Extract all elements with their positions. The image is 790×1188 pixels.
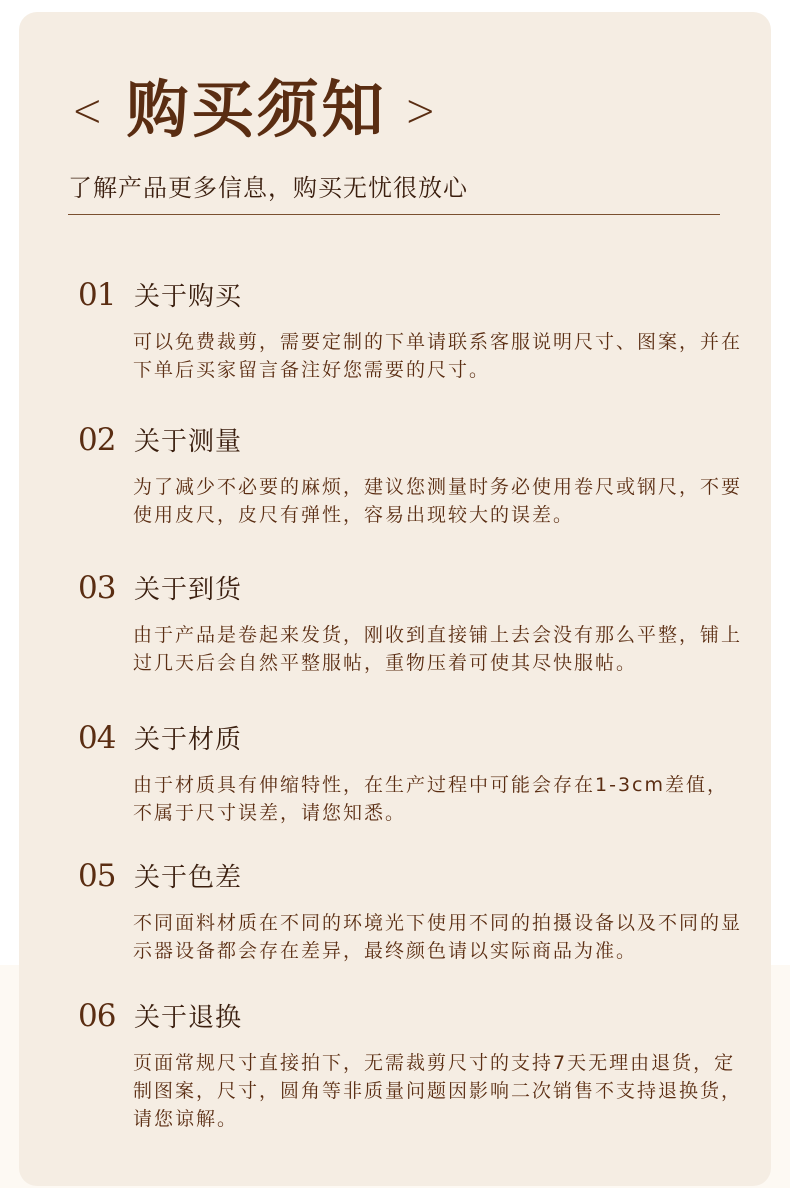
- header-divider: [68, 214, 720, 215]
- section-measurement: [78, 421, 758, 529]
- section-number: 02: [78, 422, 116, 458]
- section-number: 03: [78, 570, 116, 606]
- section-body: 可以免费裁剪，需要定制的下单请联系客服说明尺寸、图案，并在下单后买家留言备注好您需要的尺寸。: [133, 331, 743, 381]
- section-purchase: [78, 276, 758, 384]
- section-number: 05: [78, 858, 116, 894]
- chevron-left-icon: <: [71, 83, 103, 137]
- page-title: [68, 70, 439, 150]
- section-body: 由于材质具有伸缩特性，在生产过程中可能会存在1-3cm差值，不属于尺寸误差，请您知悉。: [133, 774, 728, 824]
- section-body: 由于产品是卷起来发货，刚收到直接铺上去会没有那么平整，铺上过几天后会自然平整服帖，重物压着可使其尽快服帖。: [133, 624, 743, 674]
- chevron-right-icon: >: [404, 83, 436, 137]
- section-title: 关于材质: [134, 725, 243, 755]
- section-number: 04: [78, 720, 116, 756]
- section-number: 06: [78, 998, 116, 1034]
- section-body: 不同面料材质在不同的环境光下使用不同的拍摄设备以及不同的显示器设备都会存在差异，最终颜色请以实际商品为准。: [133, 912, 743, 962]
- section-returns: [78, 997, 758, 1133]
- page-subtitle: 了解产品更多信息，购买无忧很放心: [68, 174, 468, 202]
- page-title-text: 购买须知: [126, 73, 387, 146]
- section-title: 关于购买: [134, 282, 243, 312]
- section-title: 关于色差: [134, 863, 243, 893]
- section-delivery: [78, 569, 758, 677]
- section-color-difference: [78, 857, 758, 965]
- section-title: 关于到货: [134, 575, 243, 605]
- section-title: 关于测量: [134, 427, 243, 457]
- section-number: 01: [78, 277, 116, 313]
- section-material: [78, 719, 758, 827]
- section-body: 为了减少不必要的麻烦，建议您测量时务必使用卷尺或钢尺，不要使用皮尺，皮尺有弹性，容易出现较大的误差。: [133, 476, 743, 526]
- section-title: 关于退换: [134, 1003, 243, 1033]
- section-body: 页面常规尺寸直接拍下，无需裁剪尺寸的支持7天无理由退货，定制图案，尺寸，圆角等非质量问题因影响二次销售不支持退换货，请您谅解。: [133, 1052, 743, 1130]
